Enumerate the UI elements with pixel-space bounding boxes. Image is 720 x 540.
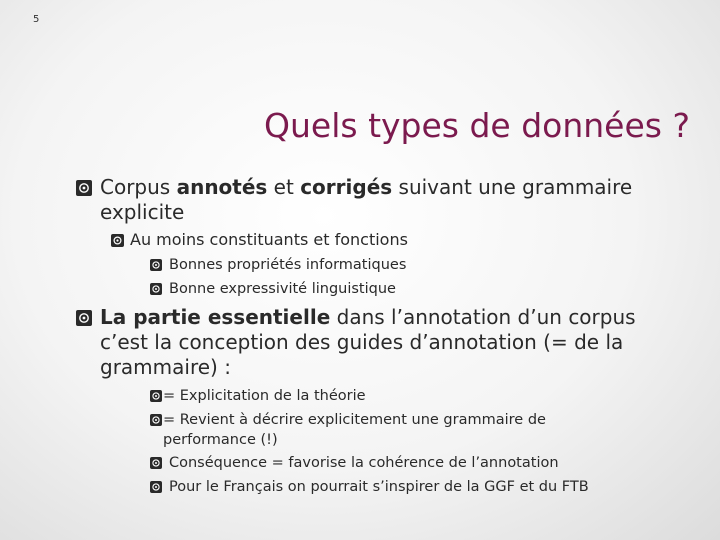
gear-bullet-icon — [111, 234, 124, 247]
bullet-text: Bonnes propriétés informatiques — [169, 257, 407, 273]
bullet-item-consequence — [150, 453, 559, 473]
bullet-text: Pour le Français on pourrait s’inspirer de la GGF et du FTB — [169, 479, 589, 495]
gear-bullet-icon — [150, 259, 162, 271]
bullet-item-partie-essentielle — [76, 305, 676, 380]
bullet-text: Bonne expressivité linguistique — [169, 281, 396, 297]
gear-bullet-icon — [150, 481, 162, 493]
gear-bullet-icon — [150, 283, 162, 295]
bullet-text: Conséquence = favorise la cohérence de l’annotation — [169, 455, 559, 471]
bullet-item-constituants — [111, 230, 408, 250]
bullet-text: Corpus annotés et corrigés suivant une grammaire explicite — [100, 175, 633, 224]
bullet-text: = Explicitation de la théorie — [163, 388, 366, 404]
bullet-item-expressivite — [150, 279, 396, 299]
slide-number: 5 — [33, 14, 40, 25]
bullet-text: Au moins constituants et fonctions — [130, 230, 408, 249]
gear-bullet-icon — [150, 457, 162, 469]
gear-bullet-icon — [150, 390, 162, 402]
bullet-item-revient — [150, 410, 600, 450]
slide-title: Quels types de données ? — [264, 106, 690, 145]
bullet-item-francais — [150, 477, 589, 497]
bullet-text: La partie essentielle dans l’annotation d’un corpus c’est la conception des guides d’annotation (= de la grammaire) : — [100, 305, 636, 379]
gear-bullet-icon — [76, 310, 92, 326]
gear-bullet-icon — [150, 414, 162, 426]
bullet-item-explicitation — [150, 386, 366, 406]
gear-bullet-icon — [76, 180, 92, 196]
bullet-item-corpus — [76, 175, 666, 225]
bullet-text: = Revient à décrire explicitement une grammaire de performance (!) — [163, 412, 546, 448]
bullet-item-proprietes — [150, 255, 406, 275]
